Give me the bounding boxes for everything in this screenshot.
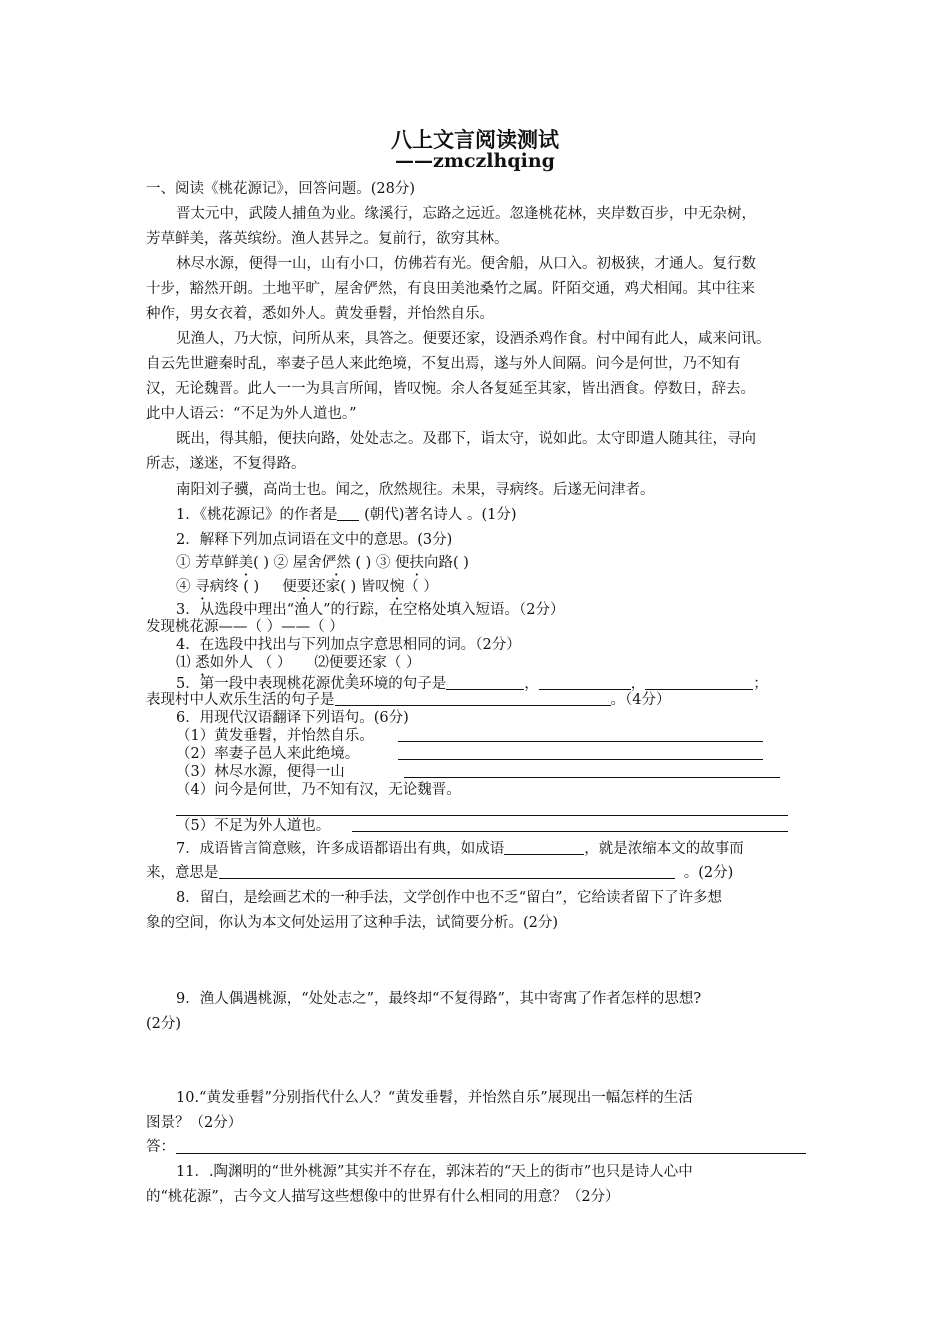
question-6-item-2: （2）率妻子邑人来此绝境。 xyxy=(176,746,360,762)
passage-line: 芳草鲜美，落英缤纷。渔人甚异之。复前行，欲穷其林。 xyxy=(146,231,509,247)
question-6-item-5: （5）不足为外人道也。 xyxy=(176,818,331,834)
question-10: 10.“黄发垂髫”分别指代什么人？“黄发垂髫，并怡然自乐”展现出一幅怎样的生活 xyxy=(176,1090,693,1106)
question-8-line-2: 象的空间，你认为本文何处运用了这种手法，试简要分析。(2分) xyxy=(146,915,559,931)
answer-blank[interactable] xyxy=(219,864,675,879)
passage-line: 十步，豁然开朗。土地平旷，屋舍俨然，有良田美池桑竹之属。阡陌交通，鸡犬相闻。其中往来 xyxy=(146,281,755,297)
section-heading: 一、阅读《桃花源记》，回答问题。(28分) xyxy=(146,181,416,197)
question-11-line-2: 的“桃花源”，古今文人描写这些想像中的世界有什么相同的用意？（2分） xyxy=(146,1189,620,1205)
answer-line[interactable] xyxy=(398,759,763,760)
question-8: 8．留白，是绘画艺术的一种手法，文学创作中也不乏“留白”，它给读者留下了许多想 xyxy=(176,890,723,906)
answer-line[interactable] xyxy=(404,777,780,778)
question-4-items: ⑴ 悉如外人 （ ） ⑵便要还家（ ） xyxy=(176,655,421,671)
answer-blank[interactable] xyxy=(645,675,753,690)
question-7-line-2: 来，意思是 。(2分) xyxy=(146,865,734,881)
answer-line[interactable] xyxy=(398,741,763,742)
answer-blank[interactable] xyxy=(337,506,359,521)
answer-line[interactable] xyxy=(352,831,788,832)
passage-line: 种作，男女衣着，悉如外人。黄发垂髫，并怡然自乐。 xyxy=(146,306,494,322)
question-6-item-4: （4）问今是何世，乃不知有汉，无论魏晋。 xyxy=(176,782,461,798)
answer-line[interactable] xyxy=(176,815,788,816)
passage-line: 南阳刘子骥，高尚士也。闻之，欣然规往。未果，寻病终。后遂无问津者。 xyxy=(176,482,655,498)
question-9-line-2: (2分) xyxy=(146,1016,182,1032)
passage-line: 见渔人，乃大惊，问所从来，具答之。便要还家，设酒杀鸡作食。村中闻有此人，咸来问讯。 xyxy=(176,331,771,347)
question-2-row-1: ① 芳草鲜美( ) ② 屋舍俨然 ( ) ③ 便扶向路( ) xyxy=(176,555,469,571)
question-4: 4．在选段中找出与下列加点字意思相同的词。（2分） xyxy=(176,637,521,653)
answer-line[interactable] xyxy=(176,1153,806,1154)
passage-line: 所志，遂迷，不复得路。 xyxy=(146,456,306,472)
passage-line: 汉，无论魏晋。此人一一为具言所闻，皆叹惋。余人各复延至其家，皆出酒食。停数日，辞去。 xyxy=(146,381,755,397)
question-5: 5．第一段中表现桃花源优美环境的句子是 ， ， ； xyxy=(176,676,768,692)
question-2: 2．解释下列加点词语在文中的意思。(3分) xyxy=(176,532,453,548)
question-6-item-3: （3）林尽水源，便得一山 xyxy=(176,764,345,780)
passage-line: 自云先世避秦时乱，率妻子邑人来此绝境，不复出焉，遂与外人间隔。问今是何世，乃不知有 xyxy=(146,356,741,372)
question-3-path: 发现桃花源——（ ）——（ ） xyxy=(146,619,344,635)
question-2-row-2: ④ 寻病终 ( ) 便要还家( ) 皆叹惋（ ） xyxy=(176,579,438,595)
page-title: 八上文言阅读测试 xyxy=(391,127,559,152)
answer-label: 答： xyxy=(146,1139,175,1155)
answer-blank[interactable] xyxy=(446,675,524,690)
passage-line: 此中人语云：“不足为外人道也。” xyxy=(146,406,357,422)
answer-blank[interactable] xyxy=(335,691,611,706)
question-6: 6．用现代汉语翻译下列语句。(6分) xyxy=(176,710,409,726)
question-5-line-2: 表现村中人欢乐生活的句子是 。（4分） xyxy=(146,692,671,708)
question-3: 3．从选段中理出“渔人”的行踪，在空格处填入短语。（2分） xyxy=(176,602,565,618)
author-line: ——zmczlhqing xyxy=(395,150,555,172)
question-10-line-2: 图景？（2分） xyxy=(146,1115,243,1131)
passage-line: 既出，得其船，便扶向路，处处志之。及郡下，诣太守，说如此。太守即遣人随其往，寻向 xyxy=(176,431,756,447)
passage-line: 林尽水源，便得一山，山有小口，仿佛若有光。便舍船，从口入。初极狭，才通人。复行数 xyxy=(176,256,756,272)
question-6-item-1: （1）黄发垂髫，并怡然自乐。 xyxy=(176,728,374,744)
question-9: 9．渔人偶遇桃源，“处处志之”，最终却“不复得路”，其中寄寓了作者怎样的思想? xyxy=(176,991,702,1007)
question-7: 7．成语皆言简意赅，许多成语都语出有典，如成语 ，就是浓缩本文的故事而 xyxy=(176,841,744,857)
question-1: 1．《桃花源记》的作者是 (朝代)著名诗人 。(1分) xyxy=(176,507,517,523)
passage-line: 晋太元中，武陵人捕鱼为业。缘溪行，忘路之远近。忽逢桃花林，夹岸数百步，中无杂树， xyxy=(176,206,756,222)
answer-blank[interactable] xyxy=(539,675,631,690)
answer-blank[interactable] xyxy=(504,840,584,855)
question-11: 11．.陶渊明的“世外桃源”其实并不存在，郭沫若的“天上的街市”也只是诗人心中 xyxy=(176,1164,693,1180)
